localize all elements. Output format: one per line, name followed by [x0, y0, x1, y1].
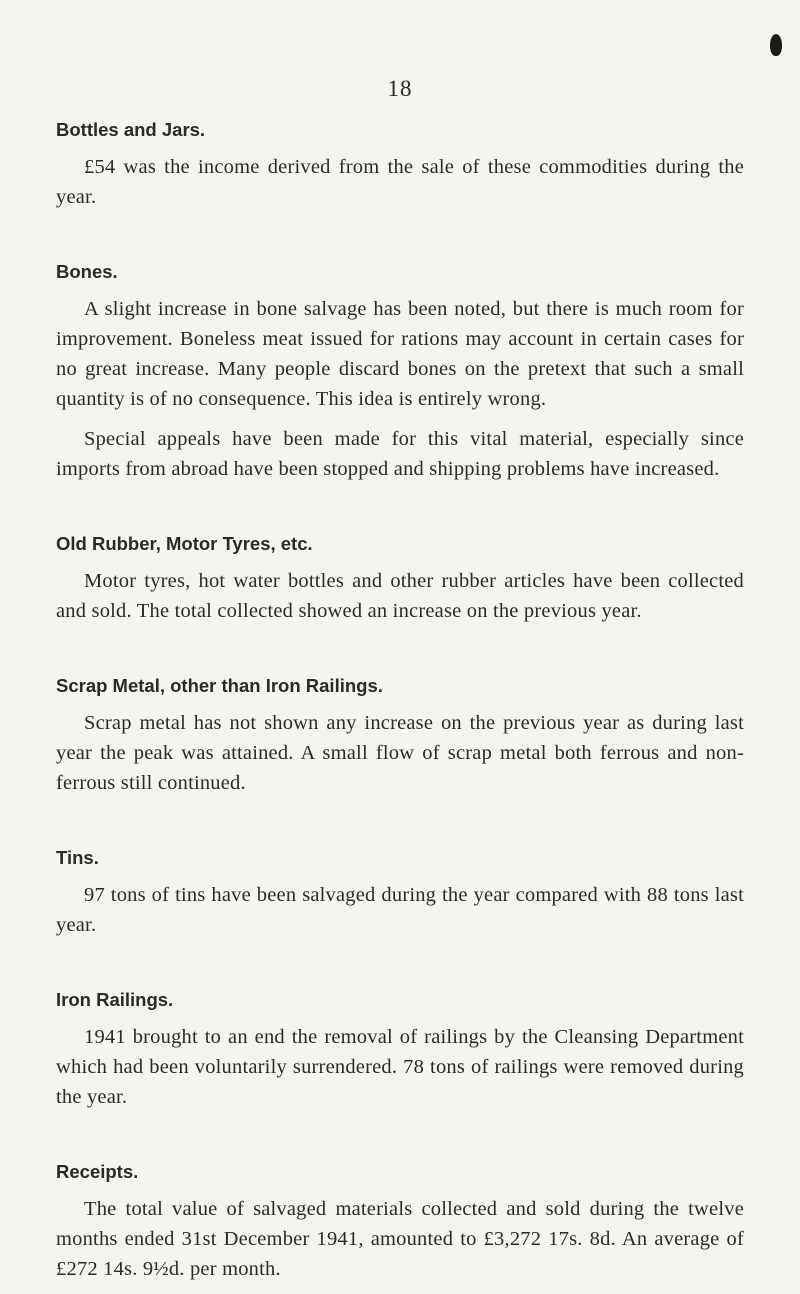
section-bones: [56, 260, 744, 484]
section-paragraph: Scrap metal has not shown any increase on the previous year as during last year the peak was attained. A small flow of scrap metal both ferrous and non-ferrous still continued.: [56, 712, 744, 794]
section-receipts: [56, 1160, 744, 1284]
section-paragraph: A slight increase in bone salvage has been noted, but there is much room for improvement. Boneless meat issued for rations may account in certain cases for no great increase. Many people discard bones on the pretext that such a small quantity is of no consequence. This idea is entirely wrong.: [56, 298, 744, 410]
section-heading: Scrap Metal, other than Iron Railings.: [56, 675, 383, 696]
section-tins: [56, 846, 744, 940]
section-heading: Bones.: [56, 261, 118, 282]
section-paragraph: £54 was the income derived from the sale of these commodities during the year.: [56, 156, 744, 208]
section-paragraph: Special appeals have been made for this vital material, especially since imports from abroad have been stopped and shipping problems have increased.: [56, 428, 744, 480]
section-bottles-and-jars: [56, 118, 744, 212]
section-paragraph: 97 tons of tins have been salvaged during the year compared with 88 tons last year.: [56, 884, 744, 936]
section-heading: Old Rubber, Motor Tyres, etc.: [56, 533, 313, 554]
section-heading: Iron Railings.: [56, 989, 174, 1010]
page-number: 18: [387, 76, 413, 101]
section-scrap-metal: [56, 674, 744, 798]
section-paragraph: The total value of salvaged materials collected and sold during the twelve months ended 31st December 1941, amounted to £3,272 17s. 8d. An average of £272 14s. 9½d. per month.: [56, 1198, 744, 1280]
section-heading: Tins.: [56, 847, 99, 868]
ink-blot-mark: [770, 34, 782, 56]
section-old-rubber: [56, 532, 744, 626]
section-paragraph: Motor tyres, hot water bottles and other rubber articles have been collected and sold. The total collected showed an increase on the previous year.: [56, 570, 744, 622]
page-body: [56, 118, 744, 1294]
section-iron-railings: [56, 988, 744, 1112]
section-heading: Bottles and Jars.: [56, 119, 206, 140]
section-heading: Receipts.: [56, 1161, 139, 1182]
section-paragraph: 1941 brought to an end the removal of railings by the Cleansing Department which had been voluntarily surrendered. 78 tons of railings were removed during the year.: [56, 1026, 744, 1108]
